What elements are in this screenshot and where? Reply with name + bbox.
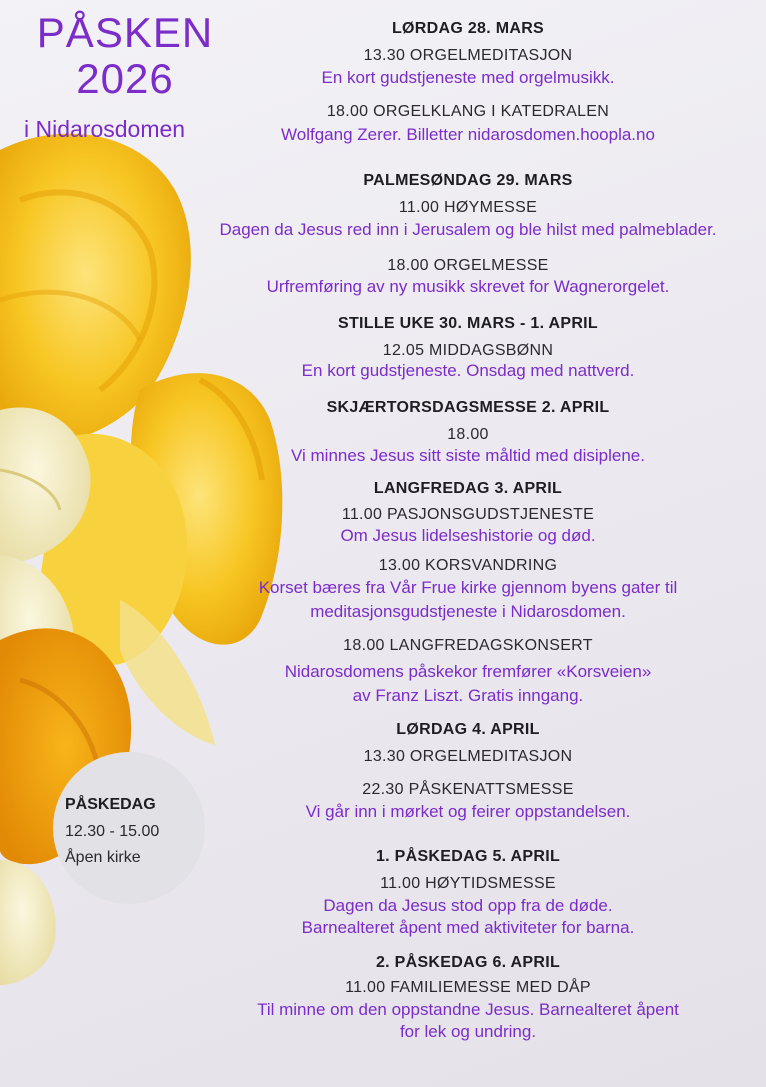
event-description: En kort gudstjeneste. Onsdag med nattverd.: [301, 361, 635, 380]
event-time: 11.00 FAMILIEMESSE MED DÅP: [345, 979, 591, 996]
event-time: 13.30 ORGELMEDITASJON: [363, 47, 573, 64]
title-line-1: PÅSKEN: [36, 9, 214, 56]
event-time: 13.00 KORSVANDRING: [378, 557, 558, 574]
event-description: Vi går inn i mørket og feirer oppstandelsen.: [305, 802, 631, 821]
event-time: 18.00: [447, 426, 489, 443]
event-description: Om Jesus lidelseshistorie og død.: [340, 526, 596, 545]
day-heading: 2. PÅSKEDAG 6. APRIL: [375, 954, 561, 971]
event-description: av Franz Liszt. Gratis inngang.: [352, 686, 584, 705]
paaskedag-badge: [53, 752, 205, 904]
event-description: Dagen da Jesus stod opp fra de døde.: [323, 896, 613, 915]
day-heading: PALMESØNDAG 29. MARS: [363, 172, 573, 189]
subtitle: i Nidarosdomen: [24, 116, 186, 142]
event-description: Wolfgang Zerer. Billetter nidarosdomen.hoopla.no: [281, 125, 655, 144]
badge-title: PÅSKEDAG: [65, 796, 156, 813]
event-time: 18.00 LANGFREDAGSKONSERT: [343, 637, 593, 654]
event-description: Urfremføring av ny musikk skrevet for Wagnerorgelet.: [266, 277, 670, 296]
day-heading: LANGFREDAG 3. APRIL: [373, 480, 563, 497]
event-time: 11.00 HØYMESSE: [398, 199, 538, 216]
event-description: Barnealteret åpent med aktiviteter for barna.: [301, 918, 635, 937]
event-time: 18.00 ORGELMESSE: [387, 257, 549, 274]
event-description: Til minne om den oppstandne Jesus. Barnealteret åpent: [257, 1000, 679, 1019]
event-time: 22.30 PÅSKENATTSMESSE: [362, 781, 574, 798]
title-line-2: 2026: [76, 55, 174, 102]
event-time: 12.05 MIDDAGSBØNN: [382, 342, 554, 359]
event-description: Dagen da Jesus red inn i Jerusalem og ble hilst med palmeblader.: [219, 220, 717, 239]
event-time: 11.00 PASJONSGUDSTJENESTE: [341, 506, 595, 523]
event-time: 18.00 ORGELKLANG I KATEDRALEN: [326, 103, 610, 120]
day-heading: LØRDAG 4. APRIL: [396, 721, 540, 738]
event-description: for lek og undring.: [399, 1022, 537, 1041]
day-heading: 1. PÅSKEDAG 5. APRIL: [375, 848, 561, 865]
badge-note: Åpen kirke: [65, 849, 141, 866]
day-heading: STILLE UKE 30. MARS - 1. APRIL: [338, 315, 598, 332]
badge-hours: 12.30 - 15.00: [65, 823, 160, 840]
event-description: Nidarosdomens påskekor fremfører «Korsveien»: [284, 662, 652, 681]
event-description: Vi minnes Jesus sitt siste måltid med disiplene.: [290, 446, 645, 465]
event-description: meditasjonsgudstjeneste i Nidarosdomen.: [310, 602, 626, 621]
day-heading: SKJÆRTORSDAGSMESSE 2. APRIL: [326, 399, 610, 416]
day-heading: LØRDAG 28. MARS: [391, 20, 545, 37]
event-time: 13.30 ORGELMEDITASJON: [363, 748, 573, 765]
event-description: En kort gudstjeneste med orgelmusikk.: [321, 68, 615, 87]
event-description: Korset bæres fra Vår Frue kirke gjennom byens gater til: [258, 578, 678, 597]
event-time: 11.00 HØYTIDSMESSE: [380, 875, 556, 892]
